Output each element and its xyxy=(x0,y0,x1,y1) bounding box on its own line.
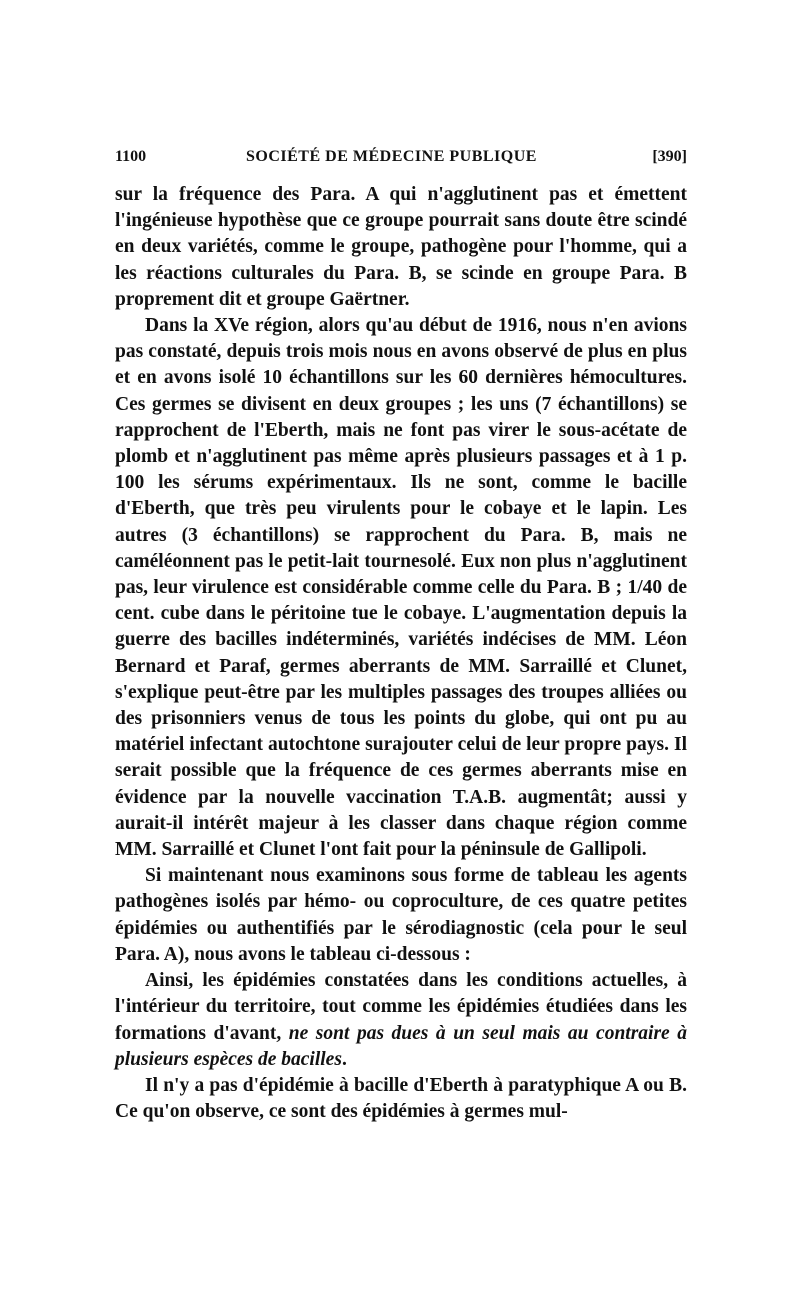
paragraph-3: Si maintenant nous examinons sous forme de tableau les agents pathogènes isolés par hémo- ou coproculture, de ces quatre petites épidémies ou authentifiés par le sérodiagnostic (cela pour le seul Para. A), nous avons le tableau ci-dessous : xyxy=(115,865,687,965)
paragraph-4 xyxy=(115,968,687,1073)
body-text xyxy=(115,182,687,1125)
paragraph-5: Il n'y a pas d'épidémie à bacille d'Eberth à paratyphique A ou B. Ce qu'on observe, ce sont des épidémies à germes mul- xyxy=(115,1074,687,1123)
paragraph-4-end: . xyxy=(341,1048,347,1070)
paragraph-1: sur la fréquence des Para. A qui n'agglutinent pas et émettent l'ingénieuse hypothèse que ce groupe pourrait sans doute être scindé en deux variétés, comme le groupe, pathogène pour l'homme, qui a les réactions culturales du Para. B, se scinde en groupe Para. B proprement dit et groupe Gaërtner. xyxy=(115,184,687,310)
paragraph-2: Dans la XVe région, alors qu'au début de 1916, nous n'en avions pas constaté, depuis trois mois nous en avons observé de plus en plus et en avons isolé 10 échantillons sur les 60 dernières hémocultures. Ces germes se divisent en deux groupes ; les uns (7 échantillons) se rapprochent de l'Eberth, mais ne font pas virer le sous-acétate de plomb et n'agglutinent pas même après plusieurs passages et à 1 p. 100 les sérums expérimentaux. Ils ne sont, comme le bacille d'Eberth, que très peu virulents pour le cobaye et le lapin. Les autres (3 échantillons) se rapprochent du Para. B, mais ne caméléonnent pas le petit-lait tournesolé. Eux non plus n'agglutinent pas, leur virulence est considérable comme celle du Para. B ; 1/40 de cent. cube dans le péritoine tue le cobaye. L'augmentation depuis la guerre des bacilles indéterminés, variétés indécises de MM. Léon Bernard et Paraf, germes aberrants de MM. Sarraillé et Clunet, s'explique peut-être par les multiples passages des troupes alliées ou des prisonniers venus de tous les points du globe, qui ont pu au matériel infectant autochtone surajouter celui de leur propre pays. Il serait possible que la fréquence de ces germes aberrants mise en évidence par la nouvelle vaccination T.A.B. augmentât; aussi y aurait-il intérêt majeur à les classer dans chaque région comme MM. Sarraillé et Clunet l'ont fait pour la péninsule de Gallipoli. xyxy=(115,315,687,861)
running-title: SOCIÉTÉ DE MÉDECINE PUBLIQUE xyxy=(246,148,537,165)
bracket-page-number: [390] xyxy=(652,148,687,165)
paragraph-4-italic: ne sont pas dues à un seul mais au contraire à plusieurs espèces de bacilles xyxy=(115,1022,687,1070)
page-number: 1100 xyxy=(115,148,147,165)
paragraph-4-text: Ainsi, les épidémies constatées dans les conditions actuelles, à l'intérieur du territoire, tout comme les épidémies étudiées dans les formations d'avant, xyxy=(115,970,687,1044)
